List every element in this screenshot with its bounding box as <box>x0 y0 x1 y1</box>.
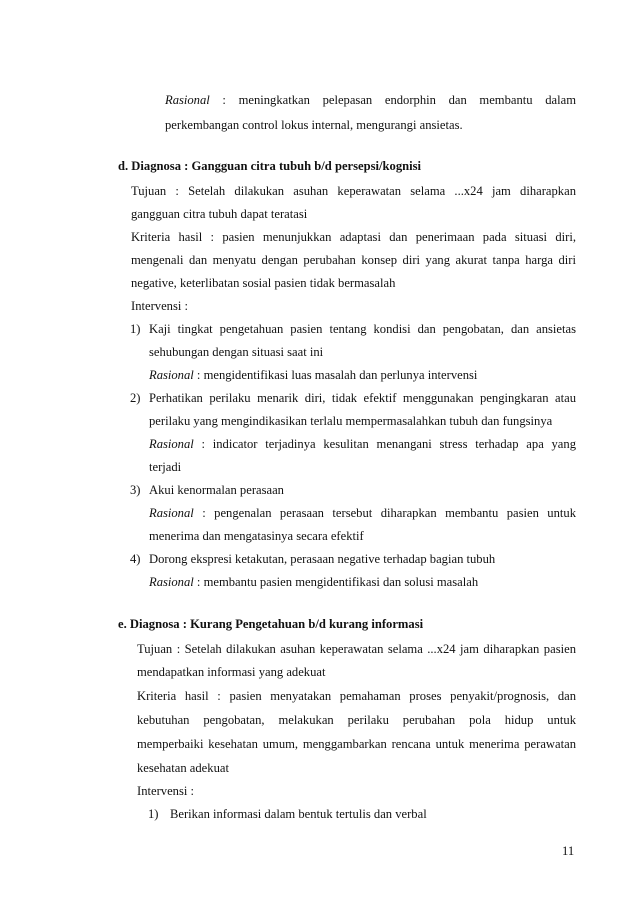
section-e-heading: e. Diagnosa : Kurang Pengetahuan b/d kurang informasi <box>118 617 424 631</box>
section-e-tujuan: Tujuan : Setelah dilakukan asuhan keperawatan selama ...x24 jam diharapkan pasien <box>137 642 576 656</box>
section-e-kriteria: Kriteria hasil : pasien menyatakan pemahaman proses penyakit/prognosis, dan <box>137 689 576 703</box>
list-item-number: 1) <box>130 322 141 336</box>
list-item-text-2: perilaku yang mengindikasikan terlalu mempermasalahkan tubuh dan fungsinya <box>149 414 553 428</box>
section-e-kriteria-4: kesehatan adekuat <box>137 761 229 775</box>
list-item-rasional <box>149 367 477 383</box>
section-e-tujuan-2: mendapatkan informasi yang adekuat <box>137 665 326 679</box>
list-item-text: Dorong ekspresi ketakutan, perasaan negative terhadap bagian tubuh <box>149 552 496 566</box>
rasional-text: : membantu pasien mengidentifikasi dan solusi masalah <box>193 575 479 589</box>
list-item-number: 2) <box>130 391 141 405</box>
section-d-kriteria-3: negative, keterlibatan sosial pasien tidak bermasalah <box>131 276 396 290</box>
rasional-text: : meningkatkan pelepasan endorphin dan membantu dalam <box>209 93 576 107</box>
list-item-text: Akui kenormalan perasaan <box>149 483 284 497</box>
section-e-kriteria-3: memperbaiki kesehatan umum, menggambarkan rencana untuk menerima perawatan <box>137 737 576 751</box>
rasional-label: Rasional <box>149 437 194 451</box>
rasional-text: : pengenalan perasaan tersebut diharapkan membantu pasien untuk <box>193 506 576 520</box>
list-item-text: Perhatikan perilaku menarik diri, tidak efektif menggunakan pengingkaran atau <box>149 391 576 405</box>
section-e-intervensi-label: Intervensi : <box>137 784 195 798</box>
rasional-label: Rasional <box>165 93 210 107</box>
section-d-tujuan: Tujuan : Setelah dilakukan asuhan keperawatan selama ...x24 jam diharapkan <box>131 184 576 198</box>
intro-rasional-line-2: perkembangan control lokus internal, mengurangi ansietas. <box>165 118 463 132</box>
page-number: 11 <box>562 844 575 858</box>
rasional-label: Rasional <box>149 506 194 520</box>
section-d-tujuan-2: gangguan citra tubuh dapat teratasi <box>131 207 308 221</box>
list-item-rasional-2: menerima dan mengatasinya secara efektif <box>149 529 364 543</box>
list-item-number: 4) <box>130 552 141 566</box>
rasional-label: Rasional <box>149 368 194 382</box>
intro-rasional-line <box>165 92 576 108</box>
section-e-kriteria-2: kebutuhan pengobatan, melakukan perilaku perubahan pola hidup untuk <box>137 713 576 727</box>
section-d-intervensi-label: Intervensi : <box>131 299 189 313</box>
list-item-rasional <box>149 574 478 590</box>
list-item-text: Berikan informasi dalam bentuk tertulis dan verbal <box>170 807 427 821</box>
list-item-rasional <box>149 436 576 452</box>
section-d-kriteria: Kriteria hasil : pasien menunjukkan adaptasi dan penerimaan pada situasi diri, <box>131 230 576 244</box>
section-d-heading: d. Diagnosa : Gangguan citra tubuh b/d persepsi/kognisi <box>118 159 422 173</box>
rasional-text: : indicator terjadinya kesulitan menangani stress terhadap apa yang <box>193 437 576 451</box>
list-item-number: 1) <box>148 807 159 821</box>
list-item-number: 3) <box>130 483 141 497</box>
list-item-rasional-2: terjadi <box>149 460 182 474</box>
list-item-text: Kaji tingkat pengetahuan pasien tentang kondisi dan pengobatan, dan ansietas <box>149 322 576 336</box>
rasional-label: Rasional <box>149 575 194 589</box>
section-d-kriteria-2: mengenali dan menyatu dengan perubahan konsep diri yang akurat tanpa harga diri <box>131 253 576 267</box>
rasional-text: : mengidentifikasi luas masalah dan perlunya intervensi <box>193 368 478 382</box>
list-item-text-2: sehubungan dengan situasi saat ini <box>149 345 324 359</box>
list-item-rasional <box>149 505 576 521</box>
